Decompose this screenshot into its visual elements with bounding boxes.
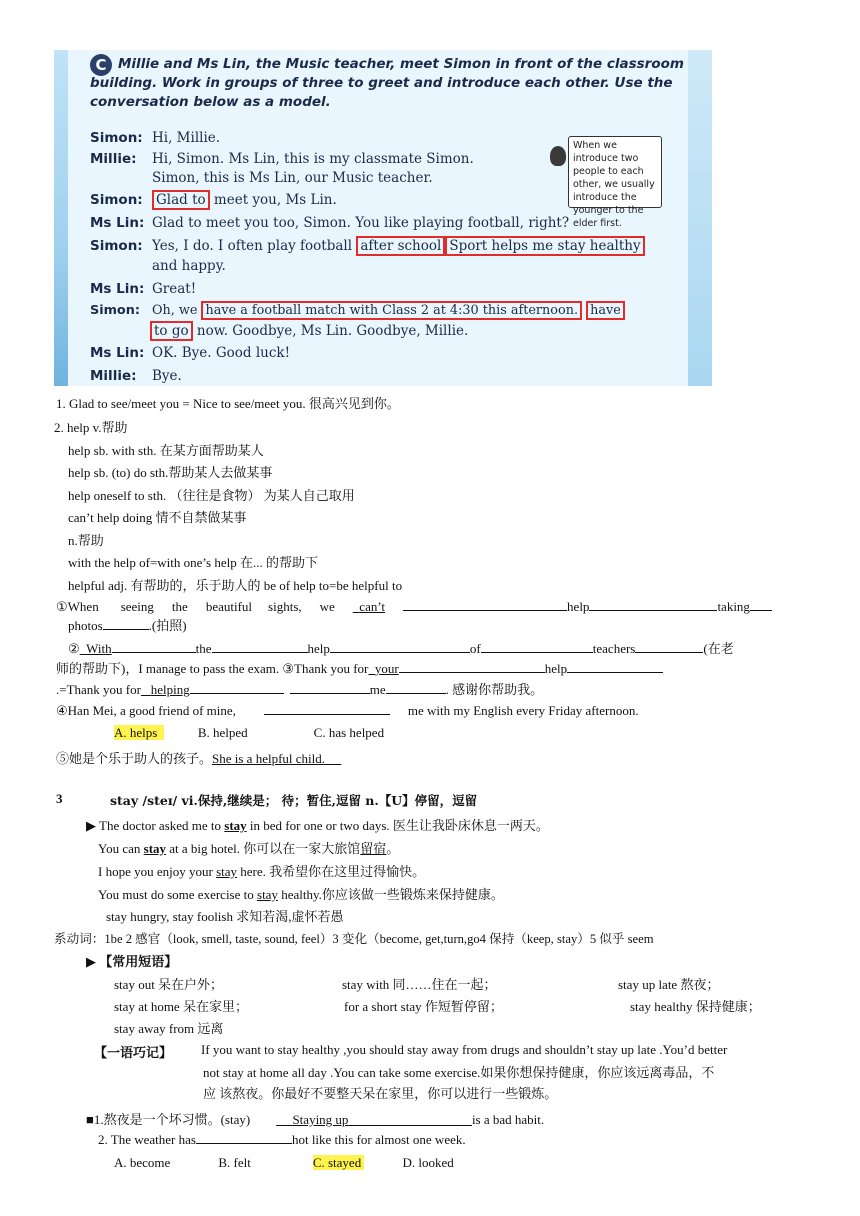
phrases-heading: ▶ 【常用短语】 bbox=[86, 954, 178, 969]
highlight-box: Sport helps me stay healthy bbox=[445, 236, 644, 256]
phrase-item: stay out 呆在户外； bbox=[114, 977, 224, 992]
dialogue-line: Simon: Glad to meet you, Ms Lin. bbox=[90, 192, 337, 208]
linking-verbs-line: 系动词：1be 2 感官（look, smell, taste, sound, feel）3 变化（become, get,turn,go4 保持（keep, stay）5 似乎 seem bbox=[54, 932, 654, 946]
example-line: I hope you enjoy your stay here. 我希望你在这里过得愉快。 bbox=[98, 864, 426, 879]
example-line: You can stay at a big hotel. 你可以在一家大旅馆留宿。 bbox=[98, 841, 400, 856]
tip-note: When we introduce two people to each other, we usually introduce the younger to the elder first. bbox=[568, 136, 662, 208]
phrase-line: help sb. (to) do sth.帮助某人去做某事 bbox=[68, 465, 273, 480]
exercise-5-line: ⑤她是个乐于助人的孩子。She is a helpful child. bbox=[56, 751, 326, 766]
decor-right-strip bbox=[688, 50, 712, 386]
highlight-box: have bbox=[586, 301, 625, 320]
phrase-line: help sb. with sth. 在某方面帮助某人 bbox=[68, 443, 264, 458]
option-a-answer: A. helps bbox=[114, 725, 164, 740]
highlight-box: to go bbox=[150, 321, 193, 341]
dialogue-line: Simon: Oh, we have a football match with Class 2 at 4:30 this afternoon. have bbox=[90, 303, 625, 318]
exercise-2-line2: 师的帮助下)，I manage to pass the exam. ③Thank you for your help bbox=[56, 658, 663, 677]
question-2-options: A. become B. felt C. stayed D. looked bbox=[114, 1155, 454, 1170]
highlight-box: after school bbox=[356, 236, 445, 256]
question-1-line: ■1.熬夜是一个坏习惯。(stay) Staying up is a bad habit. bbox=[86, 1112, 545, 1127]
dialogue-line: Ms Lin: Great! bbox=[90, 281, 197, 297]
textbook-intro: Millie and Ms Lin, the Music teacher, meet Simon in front of the classroom building. Work in groups of three to greet and introduce each other. Use the conversation below as a model. bbox=[90, 56, 684, 110]
item-3-heading: stay /steɪ/ vi.保持,继续是； 待；暂住,逗留 n.【U】停留，逗留 bbox=[110, 793, 478, 808]
dialogue-line: Millie: Hi, Simon. Ms Lin, this is my classmate Simon. bbox=[90, 151, 474, 167]
memory-heading: 【一语巧记】 bbox=[94, 1045, 173, 1060]
phrase-line: can’t help doing 情不自禁做某事 bbox=[68, 510, 247, 525]
highlight-box: have a football match with Class 2 at 4:30 this afternoon. bbox=[201, 301, 582, 320]
exercise-1-line1: ①When seeing the beautiful sights, we can’t help taking bbox=[56, 598, 772, 615]
item-3-number: 3 bbox=[56, 791, 63, 806]
highlight-box: Glad to bbox=[152, 190, 210, 210]
phrase-item: for a short stay 作短暂停留； bbox=[344, 999, 503, 1014]
phrase-line: with the help of=with one’s help 在... 的帮助下 bbox=[68, 555, 318, 570]
exercise-1-line2: photos .(拍照) bbox=[68, 618, 187, 633]
dialogue-line: and happy. bbox=[152, 258, 226, 274]
memory-line: not stay at home all day .You can take some exercise.如果你想保持健康，你应该远离毒品，不 bbox=[203, 1065, 715, 1080]
memory-line: 应 该熬夜。你最好不要整天呆在家里，你可以进行一些锻炼。 bbox=[203, 1086, 558, 1101]
phrase-item: stay with 同……住在一起； bbox=[342, 977, 497, 992]
exercise-2-line1: ② With the help of teachers (在老 bbox=[68, 641, 734, 656]
phrase-item: stay up late 熬夜； bbox=[618, 977, 720, 992]
example-line: ▶ The doctor asked me to stay in bed for one or two days. 医生让我卧床休息一两天。 bbox=[86, 818, 549, 833]
dialogue-line: Simon: Yes, I do. I often play football after school Sport helps me stay healthy bbox=[90, 238, 645, 254]
phrase-line: help oneself to sth. （往往是食物） 为某人自己取用 bbox=[68, 488, 355, 503]
example-line: stay hungry, stay foolish 求知若渴,虚怀若愚 bbox=[106, 909, 344, 924]
dialogue-line: Millie: Bye. bbox=[90, 368, 182, 384]
example-line: You must do some exercise to stay healthy.你应该做一些锻炼来保持健康。 bbox=[98, 887, 504, 902]
dialogue-line: Ms Lin: Glad to meet you too, Simon. You like playing football, right? bbox=[90, 215, 570, 231]
exercise-4-line: ④Han Mei, a good friend of mine, me with my English every Friday afternoon. bbox=[56, 703, 639, 718]
phrase-item: stay away from 远离 bbox=[114, 1021, 224, 1036]
phrase-line: n.帮助 bbox=[68, 533, 104, 548]
memory-line: If you want to stay healthy ,you should stay away from drugs and shouldn’t stay up late .You’d better bbox=[201, 1042, 728, 1057]
item-1: 1. Glad to see/meet you = Nice to see/meet you. 很高兴见到你。 bbox=[56, 396, 400, 411]
exercise-4-options: A. helps B. helped C. has helped bbox=[114, 725, 385, 740]
question-2-line: 2. The weather has hot like this for almost one week. bbox=[98, 1132, 466, 1147]
speaker-note-icon bbox=[550, 146, 566, 166]
section-badge: C bbox=[90, 54, 112, 76]
textbook-excerpt bbox=[54, 50, 712, 386]
item-2-heading: 2. help v.帮助 bbox=[54, 420, 128, 435]
dialogue-line: Simon: Hi, Millie. bbox=[90, 130, 221, 146]
dialogue-line: Simon, this is Ms Lin, our Music teacher. bbox=[152, 170, 433, 186]
option-c-answer: C. stayed bbox=[313, 1155, 365, 1170]
exercise-3-line: .=Thank you for helping me . 感谢你帮助我。 bbox=[56, 682, 544, 697]
dialogue-line: to go now. Goodbye, Ms Lin. Goodbye, Millie. bbox=[150, 323, 468, 339]
phrase-item: stay healthy 保持健康； bbox=[630, 999, 761, 1014]
dialogue-line: Ms Lin: OK. Bye. Good luck! bbox=[90, 345, 291, 361]
phrase-item: stay at home 呆在家里； bbox=[114, 999, 248, 1014]
phrase-line: helpful adj. 有帮助的，乐于助人的 be of help to=be helpful to bbox=[68, 578, 403, 593]
